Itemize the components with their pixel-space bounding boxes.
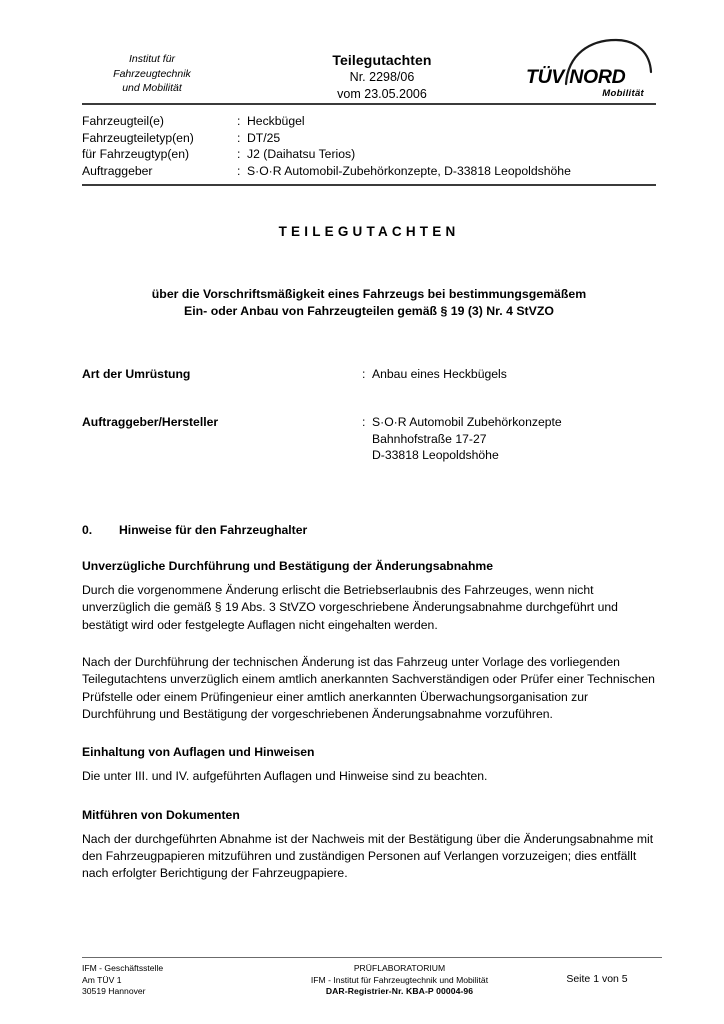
vehicle-data-row: [82, 163, 656, 180]
institute-line-2: Fahrzeugtechnik: [113, 67, 191, 80]
subheading-line-2: Ein- oder Anbau von Fahrzeugteilen gemäß § 19 (3) Nr. 4 StVZO: [184, 303, 554, 318]
client-manufacturer-colon: :: [362, 414, 366, 429]
document-content: [82, 0, 656, 882]
footer-laboratory-title: PRÜFLABORATORIUM: [353, 963, 446, 973]
vehicle-data-row: [82, 130, 656, 147]
conversion-type-block: [82, 366, 656, 383]
subsection-1-paragraph-1: Durch die vorgenommene Änderung erlischt die Betriebserlaubnis des Fahrzeuges, wenn nicht unverzüglich die gemäß § 19 Abs. 3 StVZO vorgeschriebene Änderungsabnahme durchgeführt und bestätigt wird oder festgelegte Auflagen nicht eingehalten werden.: [82, 583, 618, 632]
footer-office-line-3: 30519 Hannover: [82, 986, 146, 997]
vehicle-data-table: [82, 105, 656, 184]
client-manufacturer-label: Auftraggeber/Hersteller: [82, 414, 219, 429]
institute-name: [82, 52, 222, 96]
part-type-label: Fahrzeugteiletyp(en): [82, 130, 194, 145]
vehicle-data-row: [82, 113, 656, 130]
document-number: Nr. 2298/06: [349, 70, 415, 84]
footer-page-number: Seite 1 von 5: [566, 973, 628, 985]
logo-wordmark: TÜV NORD: [526, 66, 626, 88]
footer-office-address: [82, 963, 267, 998]
vehicle-type-label: für Fahrzeugtyp(en): [82, 147, 190, 161]
vehicle-part-value: Heckbügel: [247, 114, 305, 128]
footer-columns: [82, 958, 662, 998]
section-heading-0: [82, 523, 656, 537]
client-address-line-3: D-33818 Leopoldshöhe: [372, 448, 499, 463]
subsection-heading-2: Einhaltung von Auflagen und Hinweisen: [82, 745, 315, 760]
footer-office-line-1: IFM - Geschäftsstelle: [82, 963, 164, 973]
part-type-value: DT/25: [247, 130, 281, 145]
client-address-line-2: Bahnhofstraße 17-27: [372, 431, 487, 446]
vehicle-part-colon: :: [237, 114, 241, 128]
conversion-type-label: Art der Umrüstung: [82, 367, 191, 381]
vehicle-type-colon: :: [237, 147, 241, 161]
tuv-nord-logo: [526, 38, 656, 100]
footer-dar-registration: DAR-Registrier-Nr. KBA-P 00004-96: [325, 986, 474, 997]
vehicle-type-value: J2 (Daihatsu Terios): [247, 147, 356, 161]
footer-laboratory-info: [267, 963, 532, 998]
conversion-type-value: Anbau eines Heckbügels: [372, 367, 507, 381]
document-date: vom 23.05.2006: [337, 87, 427, 101]
section-number: 0.: [82, 523, 93, 538]
client-value: S·O·R Automobil-Zubehörkonzepte, D-33818 Leopoldshöhe: [247, 163, 571, 178]
subsection-heading-1: Unverzügliche Durchführung und Bestätigung der Änderungsabnahme: [82, 559, 494, 574]
client-colon: :: [237, 163, 241, 178]
header-title-block: [232, 52, 532, 103]
client-address-line-1: S·O·R Automobil Zubehörkonzepte: [372, 414, 562, 429]
part-type-colon: :: [237, 130, 241, 145]
document-title: Teilegutachten: [332, 52, 432, 68]
institute-line-3: und Mobilität: [122, 82, 182, 94]
institute-line-1: Institut für: [128, 53, 176, 65]
footer-institute-name: IFM - Institut für Fahrzeugtechnik und Mobilität: [310, 974, 489, 985]
subsection-1-paragraph-2: Nach der Durchführung der technischen Änderung ist das Fahrzeug unter Vorlage des vorliegenden Teilegutachtens unverzüglich einem amtlich anerkannten Sachverständigen oder Prüfer einer Technischen Prüfstelle oder einem Prüfingenieur einer amtlich anerkannten Überwachungsorganisation zur Durchführung und Bestätigung der vorgeschriebenen Änderungsabnahme vorzuführen.: [82, 655, 655, 721]
subsection-heading-3: Mitführen von Dokumenten: [82, 807, 240, 822]
subsection-2-paragraph-1: Die unter III. und IV. aufgeführten Auflagen und Hinweise sind zu beachten.: [82, 769, 488, 784]
section-title: Hinweise für den Fahrzeughalter: [119, 523, 308, 538]
header-divider-bottom: [82, 184, 656, 186]
client-label: Auftraggeber: [82, 163, 153, 178]
footer-office-line-2: Am TÜV 1: [82, 974, 122, 985]
vehicle-part-label: Fahrzeugteil(e): [82, 114, 164, 128]
client-manufacturer-address: [372, 414, 656, 464]
subheading-line-1: über die Vorschriftsmäßigkeit eines Fahrzeugs bei bestimmungsgemäßem: [151, 287, 587, 301]
document-footer: [82, 957, 662, 998]
vehicle-data-row: [82, 146, 656, 163]
subsection-3-paragraph-1: Nach der durchgeführten Abnahme ist der Nachweis mit der Bestätigung über die Änderungsabnahme mit den Fahrzeugpapieren mitzuführen und zuständigen Personen auf Verlangen vorzuzeigen; dies entfällt nach erfolgter Berichtigung der Fahrzeugpapiere.: [82, 831, 654, 881]
document-header: [82, 0, 656, 103]
logo-tagline: Mobilität: [602, 88, 644, 99]
client-manufacturer-block: [82, 414, 656, 464]
conversion-type-colon: :: [362, 367, 366, 381]
main-headline: TEILEGUTACHTEN: [278, 224, 460, 239]
main-subheading: [82, 286, 656, 319]
